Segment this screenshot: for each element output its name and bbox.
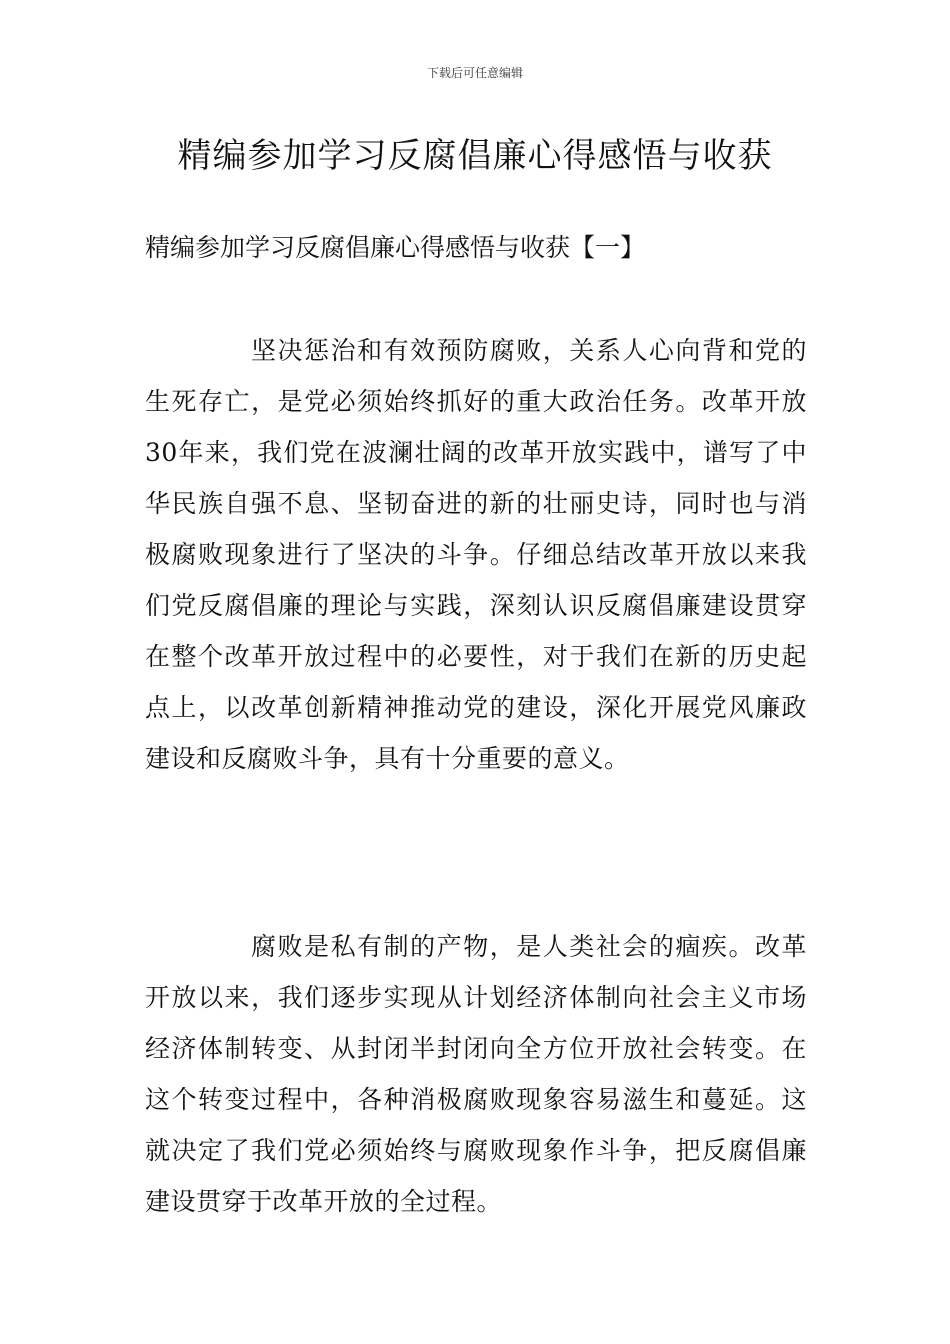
body-paragraph-2: 腐败是私有制的产物，是人类社会的痼疾。改革开放以来，我们逐步实现从计划经济体制向社会主义市场经济体制转变、从封闭半封闭向全方位开放社会转变。在这个转变过程中，各种消极腐败现象容易滋生和蔓延。这就决定了我们党必须始终与腐败现象作斗争，把反腐倡廉建设贯穿于改革开放的全过程。 bbox=[145, 932, 807, 1216]
body-paragraph-1: 坚决惩治和有效预防腐败，关系人心向背和党的生死存亡，是党必须始终抓好的重大政治任务。改革开放30年来，我们党在波澜壮阔的改革开放实践中，谱写了中华民族自强不息、坚韧奋进的新的壮丽史诗，同时也与消极腐败现象进行了坚决的斗争。仔细总结改革开放以来我们党反腐倡廉的理论与实践，深刻认识反腐倡廉建设贯穿在整个改革开放过程中的必要性，对于我们在新的历史起点上，以改革创新精神推动党的建设，深化开展党风廉政建设和反腐败斗争，具有十分重要的意义。 bbox=[145, 336, 807, 773]
header-note: 下载后可任意编辑 bbox=[426, 66, 523, 80]
document-title: 精编参加学习反腐倡廉心得感悟与收获 bbox=[177, 136, 773, 176]
section-title: 精编参加学习反腐倡廉心得感悟与收获【一】 bbox=[145, 233, 646, 262]
